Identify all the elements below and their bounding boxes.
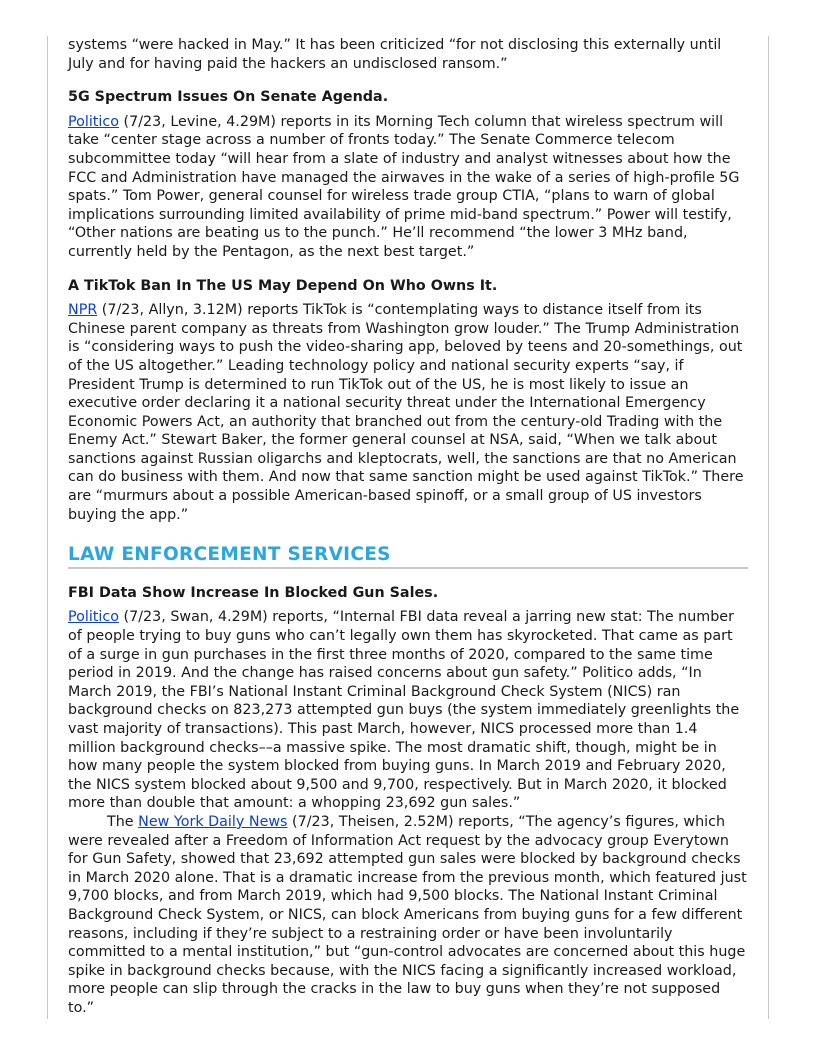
story-paragraph-fbi (68, 608, 748, 813)
story-paragraph-fbi-2 (68, 813, 748, 1018)
section-heading: LAW ENFORCEMENT SERVICES (68, 546, 748, 569)
story-text-5g: (7/23, Levine, 4.29M) reports in its Morning Tech column that wireless spectrum will take “center stage across a number of fronts today.” The Senate Commerce telecom subcommittee today “will hear from a slate of industry and analyst witnesses about how the FCC and Administration have managed the airwaves in the wake of a series of high-profile 5G spats.” Tom Power, general counsel for wireless trade group CTIA, “plans to warn of global implications surrounding limited availability of prime mid-band spectrum.” Power will testify, “Other nations are beating us to the punch.” He’ll recommend “the lower 3 MHz band, currently held by the Pentagon, as the next best target.” (68, 113, 740, 260)
intro-paragraph: systems “were hacked in May.” It has been criticized “for not disclosing this externally until July and for having paid the hackers an undisclosed ransom.” (68, 37, 722, 72)
source-link-politico[interactable]: Politico (68, 113, 119, 130)
story-text-fbi-2: (7/23, Theisen, 2.52M) reports, “The agency’s figures, which were revealed after a Freedom of Information Act request by the advocacy group Everytown for Gun Safety, showed that 23,692 attempted gun sales were blocked by background checks in March 2020 alone. That is a dramatic increase from the previous month, which featured just 9,700 blocks, and from March 2019, which had 9,500 blocks. The National Instant Criminal Background Check System, or NICS, can block Americans from buying guns for a few different reasons, including if they’re subject to a restraining order or have been involuntarily committed to a mental institution,” but “gun-control advocates are concerned about this huge spike in background checks because, with the NICS facing a significantly increased workload, more people can slip through the cracks in the law to buy guns when they’re not supposed to.” (68, 813, 747, 1016)
source-link-politico-fbi[interactable]: Politico (68, 609, 119, 626)
story-text-tiktok: (7/23, Allyn, 3.12M) reports TikTok is “contemplating ways to distance itself from its Chinese parent company as threats from Washington grow louder.” The Trump Administration is “considering ways to push the video-sharing app, beloved by teens and 20-somethings, out of the US altogether.” Leading technology policy and national security experts “say, if President Trump is determined to run TikTok out of the US, he is most likely to issue an executive order declaring it a national security threat under the International Emergency Economic Powers Act, an authority that branched out from the century-old Trading with the Enemy Act.” Stewart Baker, the former general counsel at NSA, said, “When we talk about sanctions against Russian oligarchs and kleptocrats, well, the sanctions are that no American can do business with them. And now that same sanction might be used against TikTok.” There are “murmurs about a possible American-based spinoff, or a small group of US investors buying the app.” (68, 302, 744, 523)
source-link-nydn[interactable]: New York Daily News (138, 813, 288, 830)
story-text-fbi: (7/23, Swan, 4.29M) reports, “Internal FBI data reveal a jarring new stat: The number of people trying to buy guns who can’t legally own them has skyrocketed. That came as part of a surge in gun purchases in the first three months of 2020, compared to the same time period in 2019. And the change has raised concerns about gun safety.” Politico adds, “In March 2019, the FBI’s National Instant Criminal Background Check System (NICS) ran background checks on 823,273 attempted gun buys (the system immediately greenlights the vast majority of transactions). This past March, however, NICS processed more than 1.4 million background checks––a massive spike. The most dramatic shift, though, might be in how many people the system blocked from buying guns. In March 2019 and February 2020, the NICS system blocked about 9,500 and 9,700, respectively. But in March 2020, it blocked more than double that amount: a whopping 23,692 gun sales.” (68, 609, 740, 812)
story-headline-tiktok: A TikTok Ban In The US May Depend On Who Owns It. (68, 277, 498, 294)
left-margin-rule (47, 36, 48, 1019)
story-headline-fbi: FBI Data Show Increase In Blocked Gun Sales. (68, 584, 439, 601)
story-paragraph-tiktok (68, 301, 748, 524)
story-headline-5g: 5G Spectrum Issues On Senate Agenda. (68, 89, 389, 106)
source-link-npr[interactable]: NPR (68, 302, 98, 319)
document-body (68, 36, 748, 1018)
story-paragraph-5g (68, 113, 748, 262)
story-text-fbi-2-prefix: The (107, 813, 139, 830)
right-margin-rule (768, 36, 769, 1019)
